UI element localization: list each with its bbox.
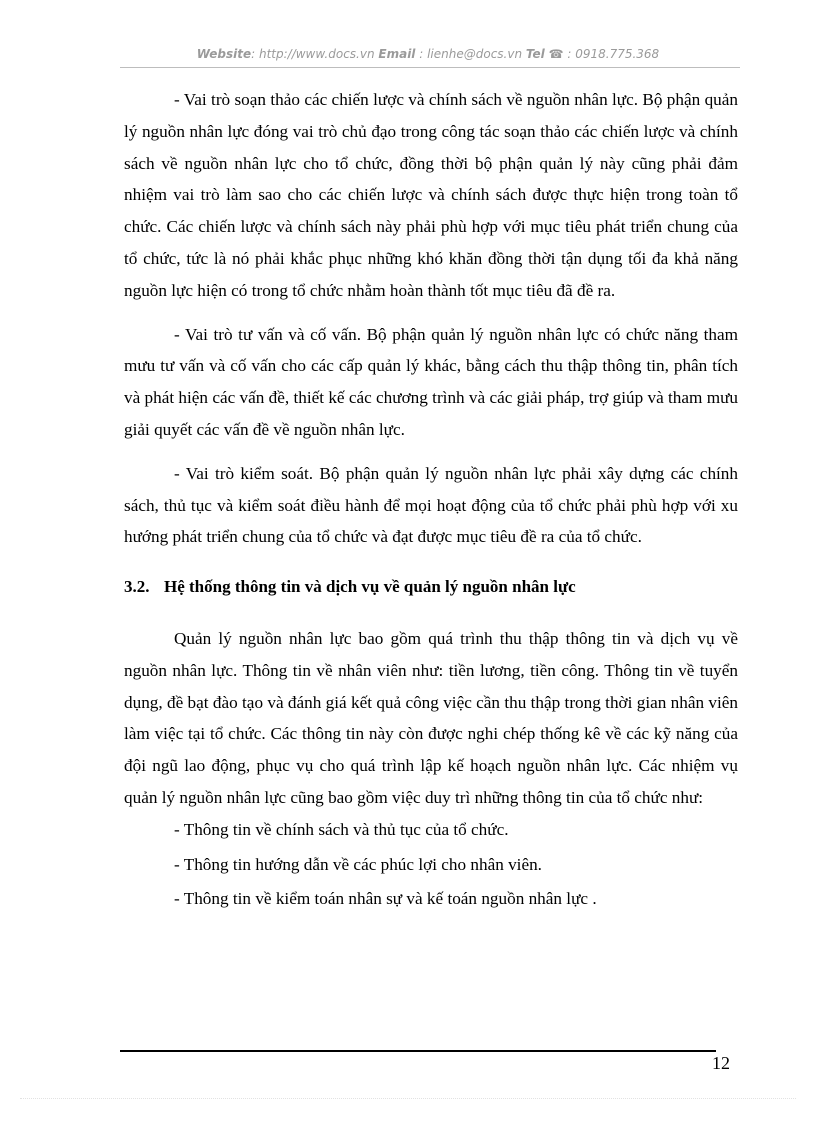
section-paragraph: Quản lý nguồn nhân lực bao gồm quá trình thu thập thông tin và dịch vụ về nguồn nhân lực. Thông tin về nhân viên như: tiền lương, tiền công. Thông tin về tuyển dụng, đề bạt đào tạo và đánh giá kết quả công việc cần thu thập trong thời gian nhân viên làm việc tại tổ chức. Các thông tin này còn được nghi chép thống kê về các kỹ năng của đội ngũ lao động, phục vụ cho quá trình lập kế hoạch nguồn nhân lực. Các nhiệm vụ quản lý nguồn nhân lực cũng bao gồm việc duy trì những thông tin của tổ chức như: [124,628,738,807]
header-website-label: Website [196,47,252,61]
document-body [124,84,738,918]
footer-divider [120,1050,716,1052]
page-number: 12 [712,1053,730,1073]
paragraph-control-role: - Vai trò kiểm soát. Bộ phận quản lý nguồn nhân lực phải xây dựng các chính sách, thủ tục và kiểm soát điều hành để mọi hoạt động của tổ chức phải phù hợp với xu hướng phát triển chung của tổ chức và đạt được mục tiêu đề ra của tổ chức. [124,463,738,547]
list-item: - Thông tin về kiểm toán nhân sự và kế toán nguồn nhân lực . [174,889,597,909]
list-item: - Thông tin hướng dẫn về các phúc lợi cho nhân viên. [174,854,542,874]
section-title: Hệ thống thông tin và dịch vụ về quản lý nguồn nhân lực [164,577,576,597]
header-tel-label: Tel [525,47,545,61]
header-divider [120,67,740,68]
header-website-value: : http://www.docs.vn [251,47,379,61]
header-email-label: Email [378,47,416,61]
page-header [118,47,738,61]
page-edge-line [20,1098,796,1099]
paragraph-advisory-role: - Vai trò tư vấn và cố vấn. Bộ phận quản lý nguồn nhân lực có chức năng tham mưu tư vấn và cố vấn cho các cấp quản lý khác, bằng cách thu thập thông tin, phân tích và phát hiện các vấn đề, thiết kế các chương trình và các giải pháp, trợ giúp và tham mưu giải quyết các vấn đề về nguồn nhân lực. [124,324,738,439]
list-item: - Thông tin về chính sách và thủ tục của tổ chức. [174,819,509,839]
section-heading [124,571,738,603]
header-email-value: : lienhe@docs.vn [415,47,526,61]
section-number: 3.2. [124,577,150,597]
paragraph-drafting-role: - Vai trò soạn thảo các chiến lược và chính sách về nguồn nhân lực. Bộ phận quản lý nguồn nhân lực đóng vai trò chủ đạo trong công tác soạn thảo các chiến lược và chính sách về nguồn nhân lực cho tổ chức, đồng thời bộ phận quản lý này cũng phải đảm nhiệm vai trò làm sao cho các chiến lược và chính sách được thực hiện trong toàn tổ chức. Các chiến lược và chính sách này phải phù hợp với mục tiêu phát triển chung của tổ chức, tức là nó phải khắc phục những khó khăn đồng thời tận dụng tối đa khả năng nguồn lực hiện có trong tổ chức nhằm hoàn thành tốt mục tiêu đã đề ra. [124,90,738,300]
header-tel-value: ☎ : 0918.775.368 [544,47,660,61]
